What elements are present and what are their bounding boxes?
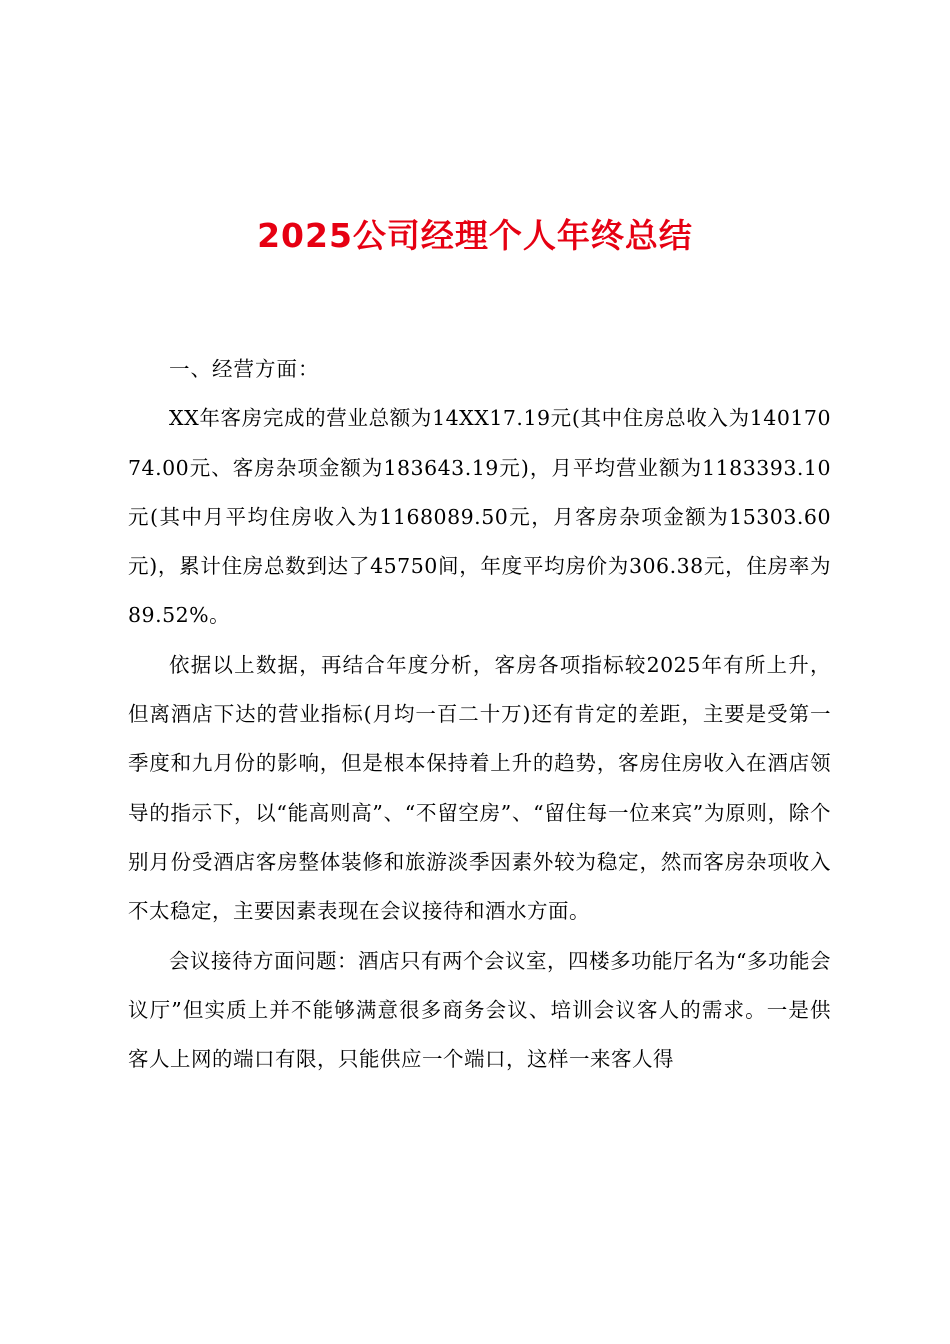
document-body bbox=[128, 345, 831, 1084]
document-title: 2025公司经理个人年终总结 bbox=[257, 216, 693, 255]
section-heading: 一、经营方面： bbox=[169, 357, 320, 381]
paragraph-revenue: XX年客房完成的营业总额为14XX17.19元(其中住房总收入为14017074.00元、客房杂项金额为183643.19元)，月平均营业额为1183393.10元(其中月平均住房收入为1168089.50元，月客房杂项金额为15303.60元)，累计住房总数到达了45750间，年度平均房价为306.38元，住房率为89.52%。 bbox=[128, 406, 831, 628]
paragraph-meeting-issues: 会议接待方面问题：酒店只有两个会议室，四楼多功能厅名为“多功能会议厅”但实质上并不能够满意很多商务会议、培训会议客人的需求。一是供客人上网的端口有限，只能供应一个端口，这样一来客人得 bbox=[128, 948, 831, 1072]
paragraph-analysis: 依据以上数据，再结合年度分析，客房各项指标较2025年有所上升，但离酒店下达的营业指标(月均一百二十万)还有肯定的差距，主要是受第一季度和九月份的影响，但是根本保持着上升的趋势，客房住房收入在酒店领导的指示下，以“能高则高”、“不留空房”、“留住每一位来宾”为原则，除个别月份受酒店客房整体装修和旅游淡季因素外较为稳定，然而客房杂项收入不太稳定，主要因素表现在会议接待和酒水方面。 bbox=[128, 652, 831, 924]
